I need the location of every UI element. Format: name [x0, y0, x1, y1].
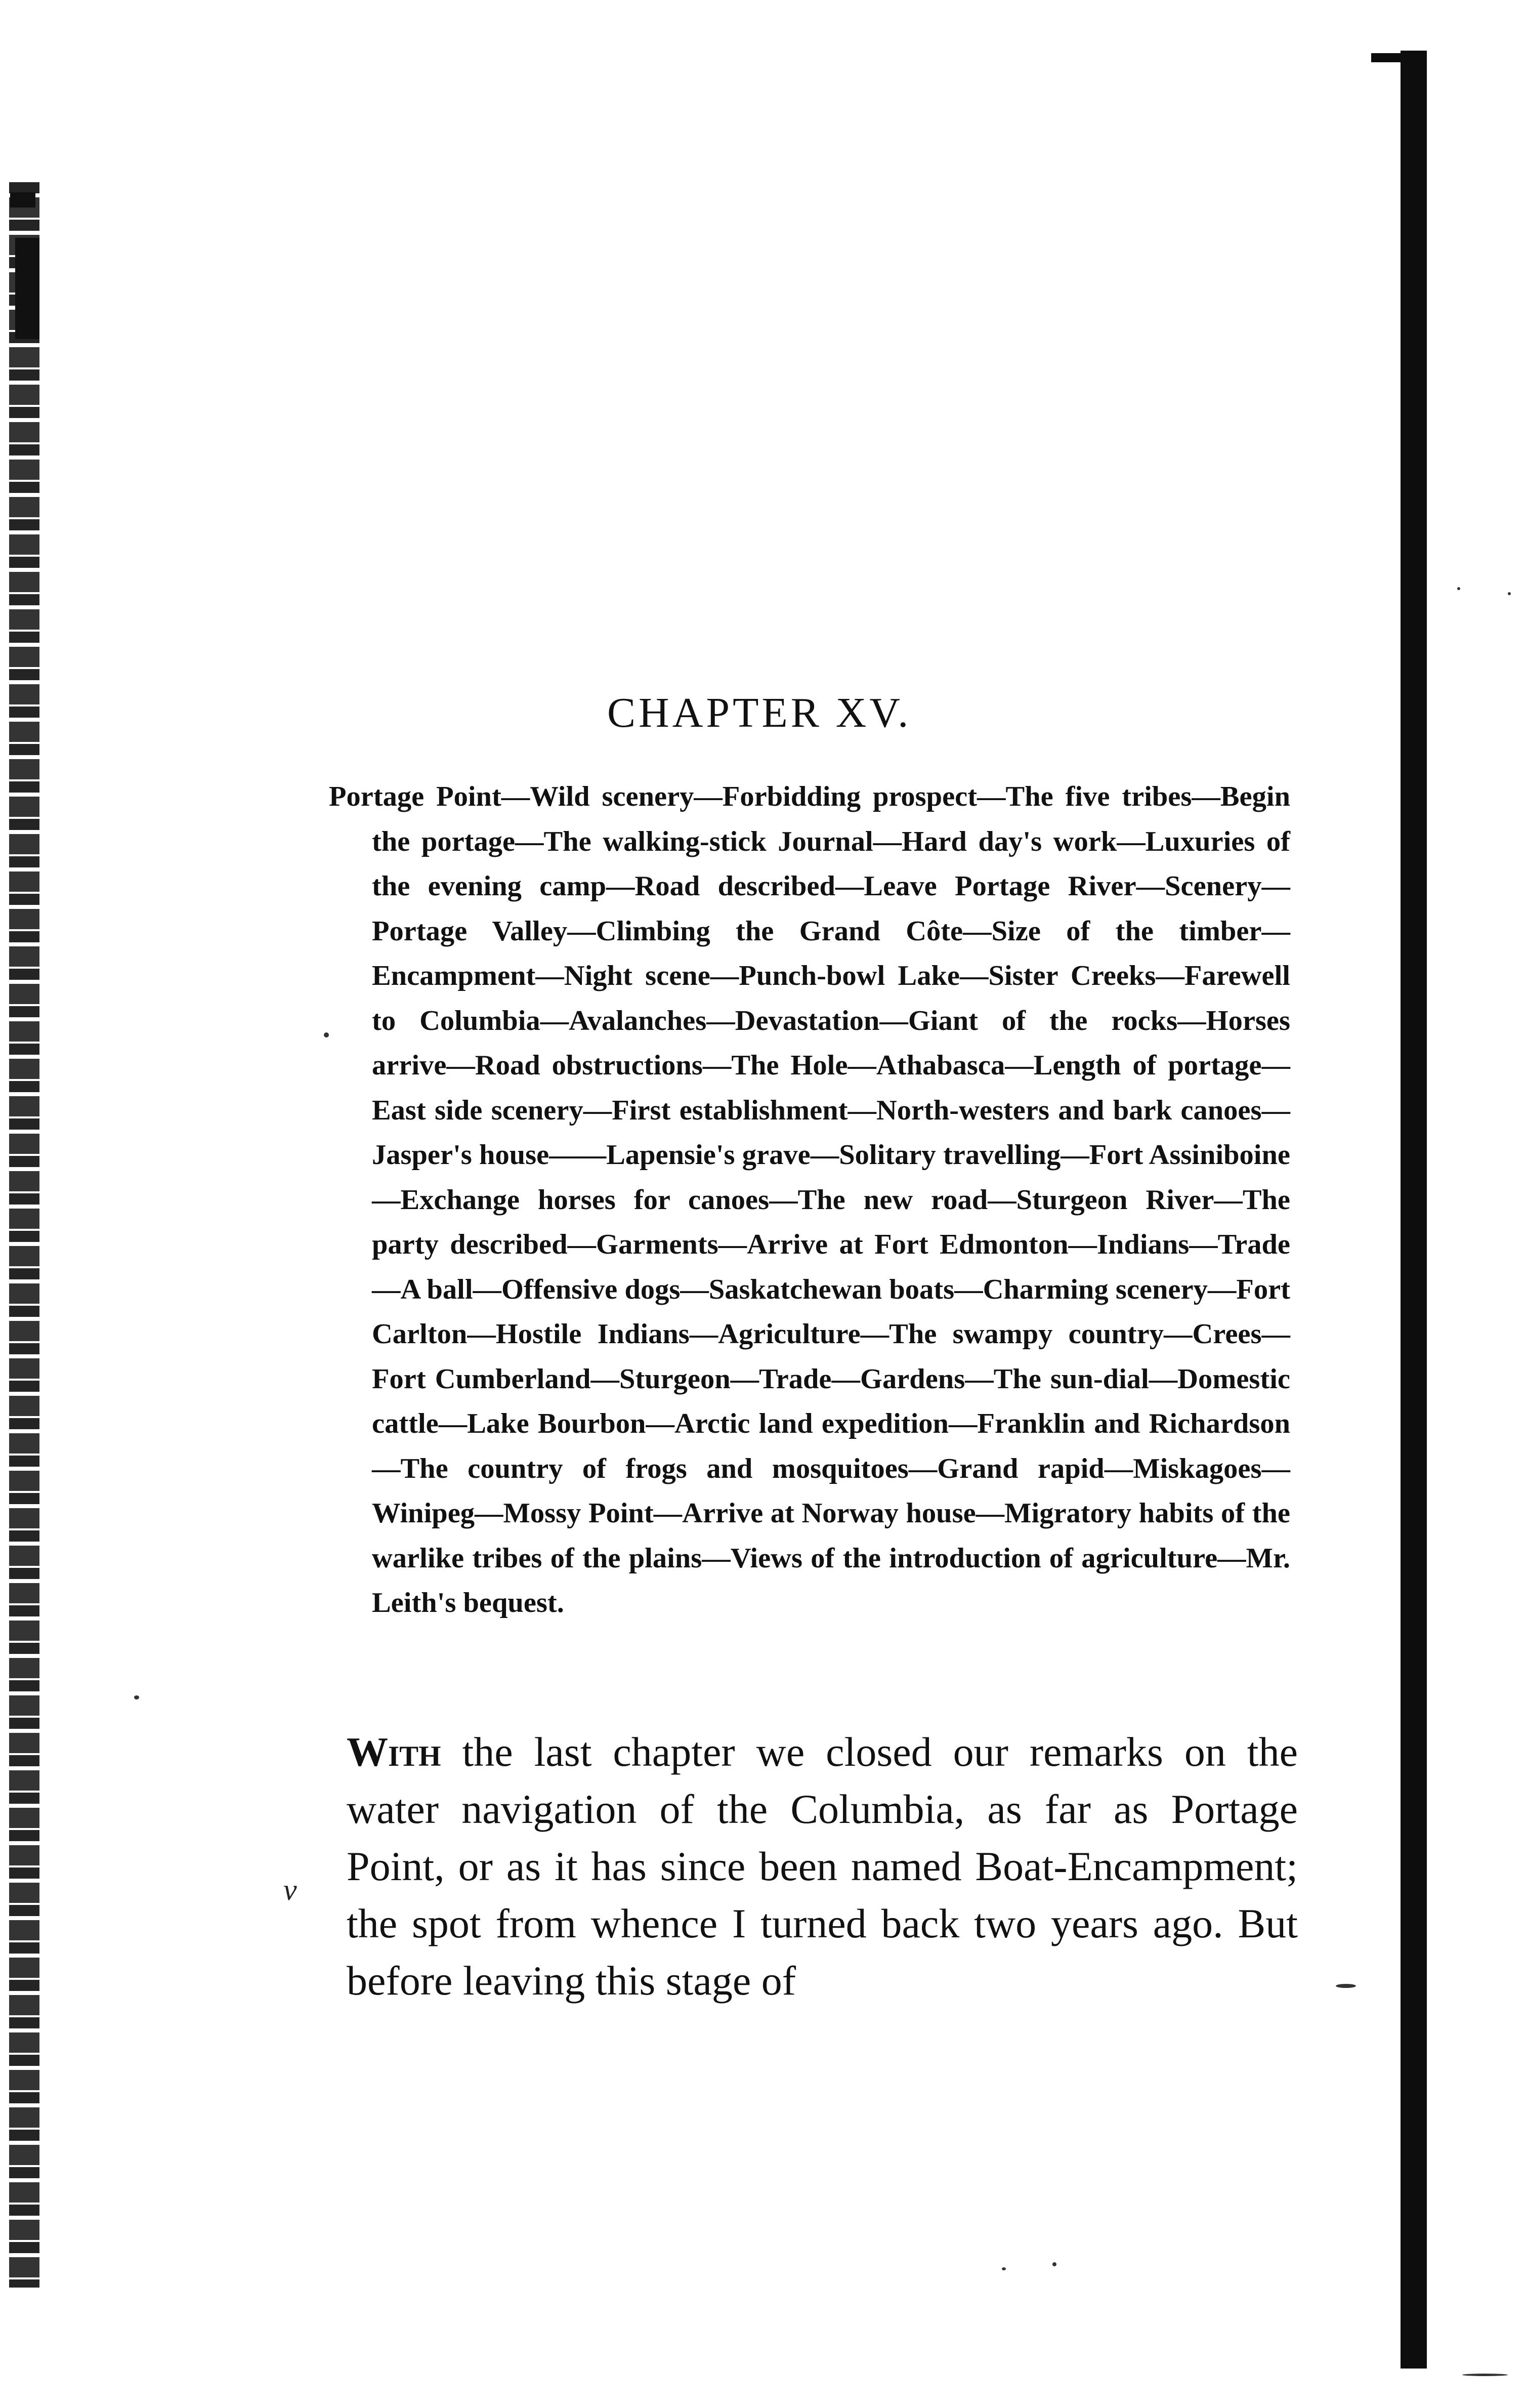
body-paragraph [347, 1723, 1298, 2009]
scan-speck [1462, 2374, 1508, 2376]
body-paragraph-text: the last chapter we closed our remarks on the water navigation of the Columbia, as far as Portage Point, or as it has since been named Boat-Encampment; the spot from whence I turned back two years ago. But before leaving this stage of [347, 1729, 1298, 2004]
scan-speck [1457, 587, 1460, 590]
margin-tick-mark: v [283, 1873, 297, 1906]
chapter-title: CHAPTER XV. [607, 689, 912, 736]
scan-speck [1508, 592, 1511, 595]
scan-edge-block [15, 238, 39, 339]
scan-speck [1002, 2267, 1006, 2270]
scan-edge-right [1401, 51, 1427, 2369]
chapter-synopsis: Portage Point—Wild scenery—Forbidding prospect—The five tribes—Begin the portage—The walking-stick Journal—Hard day's work—Luxuries of the evening camp—Road described—Leave Portage River—Scenery—Portage Valley—Climbing the Grand Côte—Size of the timber—Encampment—Night scene—Punch-bowl Lake—Sister Creeks—Farewell to Columbia—Avalanches—Devastation—Giant of the rocks—Horses arrive—Road obstructions—The Hole—Athabasca—Length of portage—East side scenery—First establishment—North-westers and bark canoes—Jasper's house——Lapensie's grave—Solitary travelling—Fort Assiniboine—Exchange horses for canoes—The new road—Sturgeon River—The party described—Garments—Arrive at Fort Edmonton—Indians—Trade—A ball—Offensive dogs—Saskatchewan boats—Charming scenery—Fort Carlton—Hostile Indians—Agriculture—The swampy country—Crees—Fort Cumberland—Sturgeon—Trade—Gardens—The sun-dial—Domestic cattle—Lake Bourbon—Arctic land expedition—Franklin and Richardson—The country of frogs and mosquitoes—Grand rapid—Miskagoes—Winipeg—Mossy Point—Arrive at Norway house—Migratory habits of the warlike tribes of the plains—Views of the introduction of agriculture—Mr. Leith's bequest. [329, 781, 1290, 1618]
scan-speck [324, 1032, 329, 1037]
scan-speck [1052, 2262, 1056, 2266]
scan-edge-left [9, 182, 39, 2288]
scan-speck [1336, 1984, 1356, 1988]
lead-word: With [347, 1729, 441, 1775]
scan-speck [134, 1695, 139, 1699]
scan-edge-mark [10, 192, 35, 207]
